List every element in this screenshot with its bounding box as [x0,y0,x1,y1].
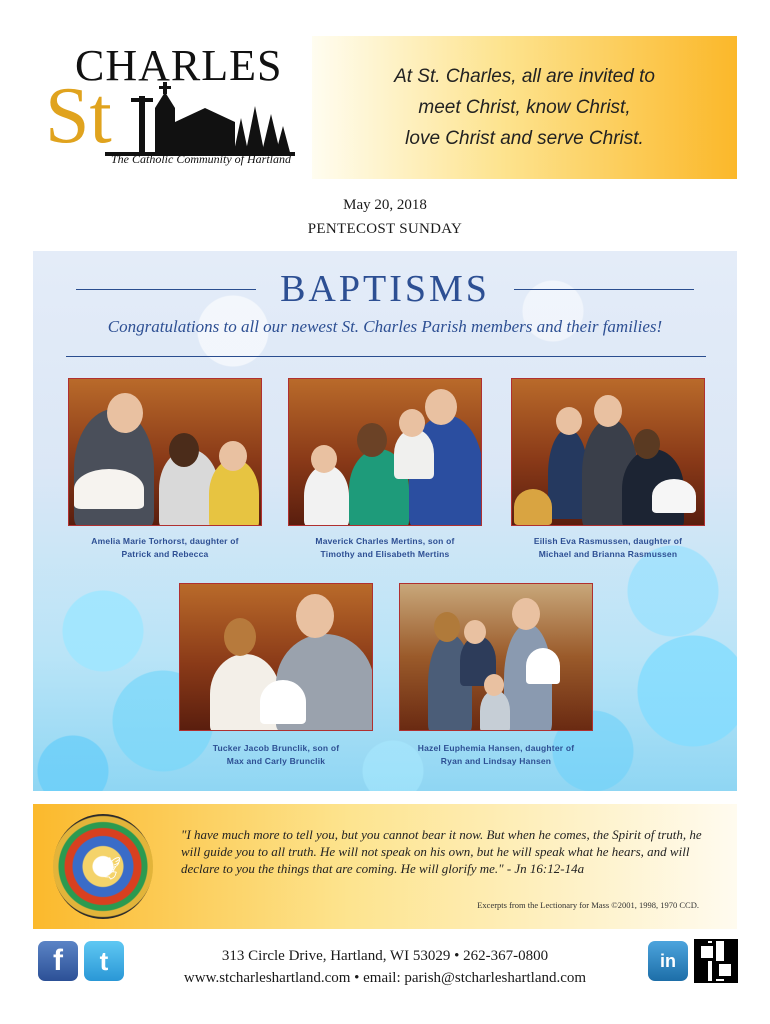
twitter-icon[interactable]: t [84,941,124,981]
baptisms-title: BAPTISMS [280,268,490,310]
logo-charles: CHARLES [75,41,283,90]
baptisms-subtitle: Congratulations to all our newest St. Charles Parish members and their families! [107,317,663,336]
facebook-icon[interactable]: f [38,941,78,981]
caption-line: Eilish Eva Rasmussen, daughter of [533,536,683,546]
logo-st: St [45,72,112,160]
scripture-quote-banner [33,804,737,929]
baptisms-title-row [33,267,737,311]
motto-line: At St. Charles, all are invited to [394,66,655,87]
baptisms-panel [33,251,737,791]
header [0,0,770,185]
caption-line: Hazel Euphemia Hansen, daughter of [417,743,575,753]
caption-line: Maverick Charles Mertins, son of [315,536,455,546]
liturgical-occasion: PENTECOST SUNDAY [307,221,463,237]
parish-address: 313 Circle Drive, Hartland, WI 53029 • 262-367-0800 [221,948,549,964]
baptism-caption [179,742,373,768]
baptism-caption [288,535,482,561]
caption-line: Max and Carly Brunclik [226,756,326,766]
bulletin-date: May 20, 2018 [343,197,427,213]
baptism-caption [399,742,593,768]
divider [66,356,706,357]
baptism-photo-hansen [399,583,593,731]
baptism-photo-torhorst [68,378,262,526]
dove-icon: 🕊 [93,856,121,881]
footer [0,935,770,1005]
caption-line: Timothy and Elisabeth Mertins [320,549,450,559]
divider [76,289,256,290]
logo-tagline: The Catholic Community of Hartland [111,152,291,166]
baptism-photo-brunclik [179,583,373,731]
caption-line: Tucker Jacob Brunclik, son of [212,743,340,753]
caption-line: Michael and Brianna Rasmussen [538,549,678,559]
baptism-caption [511,535,705,561]
linkedin-icon[interactable]: in [648,941,688,981]
divider [514,289,694,290]
caption-line: Ryan and Lindsay Hansen [440,756,552,766]
motto-line: love Christ and serve Christ. [405,128,644,149]
parish-web-email[interactable]: www.stcharleshartland.com • email: parish@stcharleshartland.com [183,970,587,986]
caption-line: Amelia Marie Torhorst, daughter of [91,536,239,546]
baptism-photo-mertins [288,378,482,526]
qr-code-icon[interactable] [694,939,738,983]
stained-glass-dove-icon [53,814,153,919]
scripture-quote: "I have much more to tell you, but you cannot bear it now. But when he comes, the Spirit of truth, he will guide you to all truth. He will not speak on his own, but he will speak what he hears, and will declare to you the things that are coming. He will glorify me." - Jn 16:12-14a [181,827,702,876]
caption-line: Patrick and Rebecca [121,549,209,559]
date-block [0,193,770,241]
motto-line: meet Christ, know Christ, [418,97,631,118]
baptism-photo-rasmussen [511,378,705,526]
lectionary-credit: Excerpts from the Lectionary for Mass ©2001, 1998, 1970 CCD. [477,900,699,910]
baptism-caption [68,535,262,561]
motto-banner [312,36,737,179]
st-charles-logo [45,40,305,175]
